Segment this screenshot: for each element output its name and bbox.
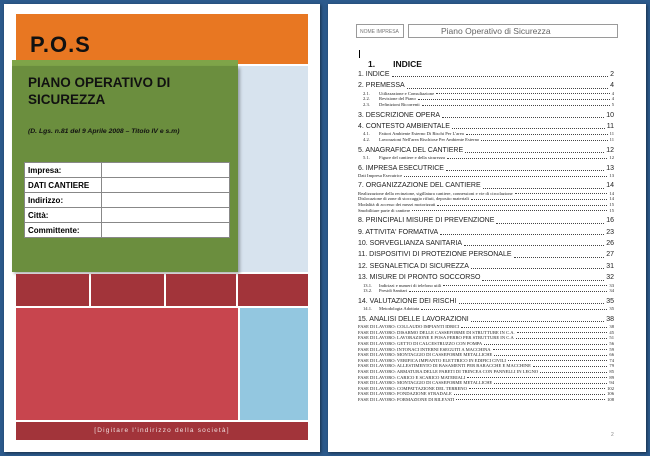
field-label: Committente: [25, 223, 102, 238]
toc-entry-text [358, 228, 438, 237]
toc-entry-text [358, 111, 440, 120]
cover-red-tile [166, 274, 236, 306]
toc-heading-number: 1. [368, 59, 376, 69]
toc-dot-leader [481, 140, 607, 141]
toc-dot-leader [484, 344, 607, 345]
cover-red-tile [91, 274, 164, 306]
toc-entry-title: Figure del cantiere e della sicurezza [379, 154, 445, 160]
toc-entry-title: Definizioni Ricorrenti [379, 101, 420, 107]
toc-page-ref: 102 [607, 385, 614, 391]
cover-red-tile [16, 274, 89, 306]
toc-page-ref: 15 [609, 202, 614, 208]
toc-entry[interactable] [358, 70, 614, 79]
toc-page-ref: 59 [609, 346, 614, 352]
toc-dot-leader [446, 170, 604, 171]
toc-dot-leader [466, 134, 608, 135]
toc-dot-leader [418, 99, 610, 100]
toc-page-ref: 26 [606, 240, 614, 248]
toc-entry-title: 8. PRINCIPALI MISURE DI PREVENZIONE [358, 217, 495, 225]
toc-dot-leader [461, 327, 607, 328]
toc-entry[interactable] [358, 250, 614, 259]
toc-entry[interactable] [358, 273, 614, 282]
toc-page-ref: 45 [609, 329, 614, 335]
toc-entry-title: FASE DI LAVORO: MONTAGGIO DI CASSEFORME METALLICHE [358, 380, 493, 386]
cover-red-tile [238, 274, 308, 306]
toc-dot-leader [454, 394, 605, 395]
toc-entry-text [363, 155, 445, 161]
toc-page-ref: 16 [606, 217, 614, 225]
toc-entry[interactable] [358, 182, 614, 191]
toc-page-ref: 14 [609, 196, 614, 202]
plan-title: PIANO OPERATIVO DI SICUREZZA [28, 75, 171, 107]
toc-entry-title: 5. ANAGRAFICA DEL CANTIERE [358, 146, 464, 154]
toc-page-ref: 38 [606, 315, 614, 323]
toc-entry-title: 11. DISPOSITIVI DI PROTEZIONE PERSONALE [358, 251, 512, 259]
toc-page-ref: 89 [609, 374, 614, 380]
toc-dot-leader [392, 76, 609, 77]
toc-entry-title: 2. PREMESSA [358, 82, 405, 90]
toc-list [358, 70, 614, 402]
toc-page-ref: 14 [609, 190, 614, 196]
toc-entry-title: FASE DI LAVORO: COMPATTAZIONE DEL TERRENO [358, 385, 467, 391]
toc-entry-text [358, 297, 457, 306]
toc-dot-leader [456, 399, 605, 400]
table-row [25, 163, 230, 178]
toc-dot-leader [471, 199, 607, 200]
field-label: Impresa: [25, 163, 102, 178]
toc-page-ref: 79 [609, 363, 614, 369]
toc-dot-leader [404, 176, 607, 177]
toc-entry-text [358, 208, 410, 214]
toc-entry-title: 4. CONTESTO AMBIENTALE [358, 122, 450, 130]
toc-entry-number: 2.3. [363, 101, 370, 107]
toc-page-ref: 35 [609, 306, 614, 312]
toc-page-ref: 35 [606, 297, 614, 305]
toc-entry-title: FASE DI LAVORO: INTONACI INTERNI ESEGUITI A MACCHINA [358, 346, 491, 352]
toc-entry-title: FASE DI LAVORO: DISARMO DELLE CASSEFORME DI STRUTTURE IN C.A. [358, 329, 515, 335]
toc-entry-text [358, 315, 469, 324]
toc-dot-leader [471, 321, 604, 322]
toc-page-ref: 106 [607, 391, 614, 397]
toc-entry-title: 13. MISURE DI PRONTO SOCCORSO [358, 274, 481, 282]
toc-dot-leader [494, 383, 607, 384]
toc-entry-title: FASE DI LAVORO: GETTO DI CALCESTRUZZO CON POMPA [358, 340, 483, 346]
field-value[interactable] [102, 208, 230, 223]
cover-pos-title: P.O.S [30, 32, 91, 57]
toc-entry-text [358, 146, 463, 155]
toc-dot-leader [422, 105, 610, 106]
toc-dot-leader [443, 285, 607, 286]
toc-entry-title: Fattori Ambiente Esterno Di Rischi Per L'area [379, 131, 464, 137]
toc-entry-text [363, 306, 419, 312]
toc-entry-title: Utilizzazione e Consultazione [379, 90, 435, 96]
toc-entry-title: Modalità di accesso dei mezzi motorizzati [358, 202, 436, 208]
toc-page-ref: 51 [609, 335, 614, 341]
toc-entry-text [358, 81, 405, 90]
toc-entry-text [358, 273, 480, 282]
toc-page-ref: 34 [609, 288, 614, 294]
header-document-title: Piano Operativo di Sicurezza [408, 24, 618, 38]
toc-dot-leader [464, 245, 604, 246]
toc-entry-text [358, 216, 494, 225]
toc-entry-title: FASE DI LAVORO: CARICO E SCARICO MATERIALI [358, 374, 466, 380]
toc-entry-number: 13.2. [363, 288, 373, 294]
toc-dot-leader [440, 234, 604, 235]
toc-page-ref: 4 [611, 96, 614, 102]
toc-dot-leader [467, 377, 607, 378]
toc-page-ref: 56 [609, 340, 614, 346]
toc-heading [368, 59, 422, 69]
toc-entry-title: 14. VALUTAZIONE DEI RISCHI [358, 297, 457, 305]
toc-entry[interactable] [358, 228, 614, 237]
toc-dot-leader [437, 205, 607, 206]
table-row [25, 193, 230, 208]
toc-dot-leader [494, 355, 607, 356]
plan-subtitle: (D. Lgs. n.81 del 9 Aprile 2008 – Titolo IV e s.m) [28, 128, 180, 135]
toc-entry-title: FASE DI LAVORO: FONDAZIONE STRADALE [358, 391, 452, 397]
field-value[interactable] [102, 178, 230, 193]
toc-page-ref: 38 [609, 324, 614, 330]
toc-dot-leader [421, 309, 607, 310]
header-company-name: NOME IMPRESA [356, 24, 404, 38]
toc-heading-text: INDICE [393, 59, 422, 69]
toc-page [328, 4, 646, 452]
toc-page-ref: 94 [609, 380, 614, 386]
toc-page-ref: 11 [606, 122, 614, 130]
toc-entry-title: Lavorazioni Nell'area Rischiose Per Ambiente Esterno [379, 136, 480, 142]
toc-entry-text [358, 70, 390, 79]
toc-dot-leader [452, 128, 605, 129]
toc-page-ref: 33 [609, 282, 614, 288]
toc-dot-leader [514, 257, 605, 258]
toc-dot-leader [508, 360, 607, 361]
cover-page [4, 4, 320, 452]
toc-entry[interactable] [358, 262, 614, 271]
company-address-placeholder[interactable]: [Digitare l'indirizzo della società] [16, 422, 308, 440]
toc-dot-leader [540, 372, 607, 373]
toc-entry-title: FASE DI LAVORO: COLLAUDO IMPIANTI IDRICI [358, 324, 460, 330]
toc-entry[interactable] [358, 397, 614, 403]
cover-blue-panel [236, 66, 308, 272]
toc-dot-leader [447, 158, 607, 159]
toc-entry-title: 15. ANALISI DELLE LAVORAZIONI [358, 315, 469, 323]
toc-entry-title: Realizzazione della recinzione, sigillatura cantiere, connessioni e vie di circolazione [358, 190, 513, 196]
toc-page-ref: 4 [611, 90, 614, 96]
toc-page-ref: 2 [610, 70, 614, 78]
toc-entry-title: Revisione del Piano [379, 96, 416, 102]
toc-entry-title: FASE DI LAVORO: ARMATURA DELLE PARETI DI TRINCEA CON PANNELLI IN LEGNO [358, 368, 539, 374]
toc-entry-title: 6. IMPRESA ESECUTRICE [358, 164, 444, 172]
toc-page-ref: 12 [606, 146, 614, 154]
toc-entry-number: 14.1. [363, 306, 373, 312]
toc-page-ref: 27 [606, 251, 614, 259]
toc-dot-leader [482, 280, 604, 281]
toc-entry[interactable] [358, 111, 614, 120]
toc-entry-title: FASE DI LAVORO: MONTAGGIO DI CASSEFORME METALLICHE [358, 352, 493, 358]
toc-entry-title: FASE DI LAVORO: ALLESTIMENTO DI BASAMENTI PER BARACCHE E MACCHINE [358, 363, 531, 369]
toc-page-ref: 31 [606, 262, 614, 270]
toc-entry-text [358, 182, 481, 191]
toc-entry-title: Dislocazione di zone di stoccaggio rifiuti, deposito materiali [358, 196, 469, 202]
toc-entry[interactable] [358, 122, 614, 131]
toc-entry-title: FASE DI LAVORO: FORMAZIONE DI RILEVATI [358, 396, 455, 402]
toc-entry-text [358, 122, 450, 131]
cover-info-table [24, 162, 230, 238]
toc-entry-title: 10. SORVEGLIANZA SANITARIA [358, 240, 462, 248]
toc-page-ref: 32 [606, 274, 614, 282]
toc-entry-title: 7. ORGANIZZAZIONE DEL CANTIERE [358, 182, 481, 190]
toc-dot-leader [459, 303, 605, 304]
toc-entry[interactable] [358, 81, 614, 90]
toc-page-ref: 108 [607, 396, 614, 402]
toc-dot-leader [517, 332, 608, 333]
toc-page-ref: 13 [609, 172, 614, 178]
toc-page-ref: 66 [609, 352, 614, 358]
toc-page-ref: 85 [609, 368, 614, 374]
toc-entry-title: Smobilitare parte di cantiere [358, 207, 411, 213]
toc-entry[interactable] [358, 239, 614, 248]
toc-entry-title: FASE DI LAVORO: LAVORAZIONE E POSA FERRO PER STRUTTURE IN C.A [358, 335, 514, 341]
toc-entry-number: 2.2. [363, 96, 370, 102]
table-row [25, 208, 230, 223]
toc-entry-text [358, 397, 454, 403]
toc-dot-leader [407, 88, 608, 89]
toc-entry-text [358, 164, 444, 173]
toc-entry-title: Dati Impresa Esecutrice [358, 172, 403, 178]
toc-entry-title: FASE DI LAVORO: VERIFICA IMPIANTO ELETTRICO IN EDIFICI CIVILI [358, 357, 506, 363]
toc-dot-leader [515, 193, 608, 194]
toc-entry[interactable] [358, 164, 614, 173]
toc-entry-title: 9. ATTIVITA' FORMATIVA [358, 228, 439, 236]
toc-entry-text [358, 250, 512, 259]
toc-dot-leader [471, 268, 604, 269]
toc-entry-number: 4.2. [363, 136, 370, 142]
toc-page-ref: 4 [610, 82, 614, 90]
field-label: Indirizzo: [25, 193, 102, 208]
table-row [25, 178, 230, 193]
toc-entry-text [358, 239, 462, 248]
table-row [25, 223, 230, 238]
toc-dot-leader [412, 210, 607, 211]
toc-dot-leader [516, 338, 608, 339]
cover-light-blue-block [240, 308, 308, 420]
toc-dot-leader [465, 152, 604, 153]
toc-page-ref: 10 [606, 111, 614, 119]
field-label: DATI CANTIERE [25, 178, 102, 193]
toc-entry-text [363, 102, 420, 108]
toc-entry-title: 3. DESCRIZIONE OPERA [358, 111, 441, 119]
toc-entry[interactable] [358, 315, 614, 324]
toc-page-ref: 23 [606, 228, 614, 236]
toc-entry-title: Metodologia Adottata [379, 306, 420, 312]
toc-entry-number: 2.1. [363, 90, 370, 96]
toc-dot-leader [533, 366, 607, 367]
page-number: 2 [611, 432, 614, 438]
toc-dot-leader [493, 349, 608, 350]
toc-entry[interactable] [358, 297, 614, 306]
toc-dot-leader [409, 291, 607, 292]
field-value[interactable] [102, 163, 230, 178]
toc-entry-text [358, 173, 402, 179]
toc-entry-title: Presidi Sanitari [379, 288, 408, 294]
toc-page-ref: 15 [609, 207, 614, 213]
toc-page-ref: 5 [611, 101, 614, 107]
toc-page-ref: 11 [609, 131, 614, 137]
toc-dot-leader [436, 93, 610, 94]
cover-red-block [16, 308, 238, 420]
toc-entry-number: 4.1. [363, 131, 370, 137]
toc-page-ref: 14 [606, 182, 614, 190]
text-cursor [359, 50, 360, 58]
toc-entry[interactable] [358, 146, 614, 155]
field-value[interactable] [102, 223, 230, 238]
toc-entry-number: 5.1. [363, 154, 370, 160]
field-value[interactable] [102, 193, 230, 208]
toc-entry-text [358, 262, 469, 271]
toc-entry-number: 13.1. [363, 282, 373, 288]
toc-page-ref: 13 [606, 164, 614, 172]
toc-page-ref: 74 [609, 357, 614, 363]
toc-entry-title: 12. SEGNALETICA DI SICUREZZA [358, 262, 469, 270]
toc-entry-title: Indirizzi e numeri di telefono utili [379, 282, 442, 288]
toc-entry-text [363, 288, 407, 294]
toc-page-ref: 11 [609, 136, 614, 142]
toc-dot-leader [469, 388, 605, 389]
field-label: Città: [25, 208, 102, 223]
toc-entry[interactable] [358, 216, 614, 225]
toc-entry-text [363, 137, 479, 143]
toc-dot-leader [483, 188, 605, 189]
toc-dot-leader [442, 117, 604, 118]
toc-page-ref: 12 [609, 154, 614, 160]
toc-dot-leader [496, 223, 604, 224]
toc-entry-title: 1. INDICE [358, 70, 390, 78]
